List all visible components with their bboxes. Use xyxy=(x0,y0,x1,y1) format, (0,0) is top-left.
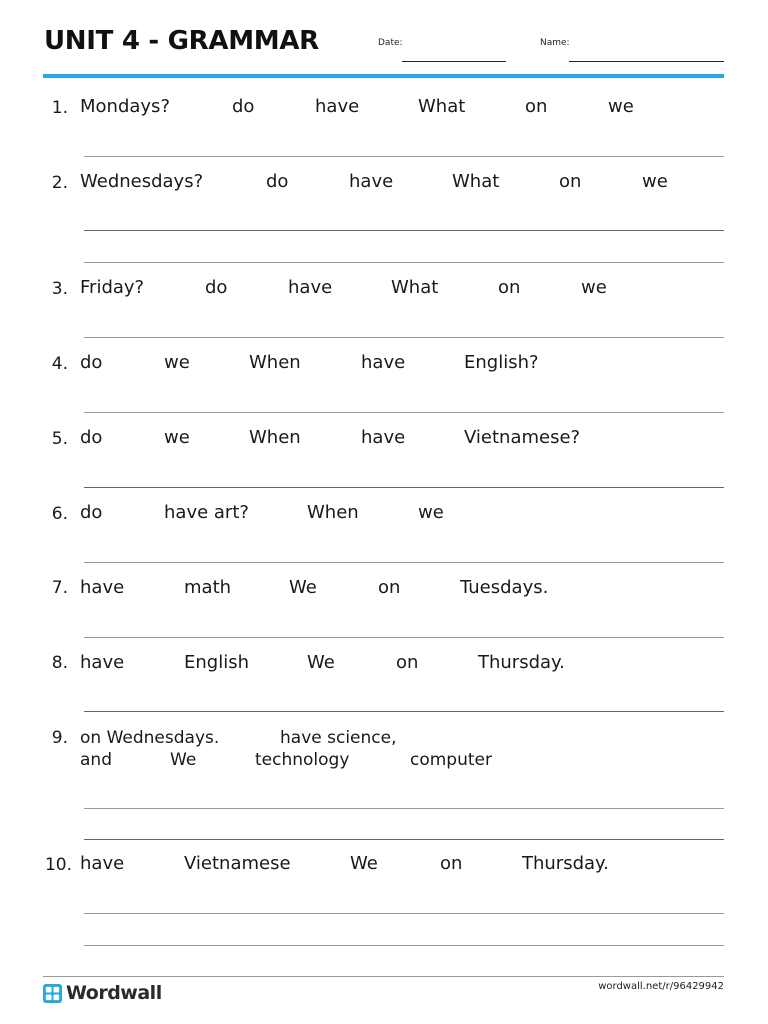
word-tile: on xyxy=(440,853,463,874)
answer-line[interactable] xyxy=(84,839,724,840)
word-tile: we xyxy=(608,96,634,117)
word-tile: Vietnamese? xyxy=(464,427,581,448)
footer-divider xyxy=(43,976,724,977)
word-tile: We xyxy=(307,652,335,673)
date-label: Date: xyxy=(378,38,403,48)
word-tile: have science, xyxy=(280,728,397,748)
question-number: 9. xyxy=(51,728,68,748)
date-field[interactable] xyxy=(402,61,506,62)
word-tile: math xyxy=(184,577,232,598)
word-tile: have xyxy=(361,427,406,448)
word-tile: and xyxy=(80,750,112,770)
word-tile: on xyxy=(498,277,521,298)
answer-line[interactable] xyxy=(84,562,724,563)
question-number: 10. xyxy=(44,855,72,875)
word-tile: do xyxy=(80,427,103,448)
question-number: 1. xyxy=(51,98,68,118)
word-tile: do xyxy=(232,96,255,117)
word-tile: We xyxy=(289,577,317,598)
word-tile: do xyxy=(80,352,103,373)
word-tile: What xyxy=(391,277,439,298)
answer-line[interactable] xyxy=(84,230,724,231)
word-tile: have xyxy=(80,652,125,673)
word-tile: have xyxy=(361,352,406,373)
name-field[interactable] xyxy=(569,61,724,62)
word-tile: Vietnamese xyxy=(184,853,291,874)
wordwall-logo-icon xyxy=(43,984,62,1003)
word-tile: on xyxy=(378,577,401,598)
word-tile: on Wednesdays. xyxy=(80,728,220,748)
word-tile: have xyxy=(80,577,125,598)
word-tile: have xyxy=(349,171,394,192)
word-tile: Thursday. xyxy=(522,853,609,874)
wordwall-logo xyxy=(43,982,162,1004)
question-number: 3. xyxy=(51,279,68,299)
word-tile: English? xyxy=(464,352,539,373)
word-tile: have xyxy=(288,277,333,298)
word-tile: Friday? xyxy=(80,277,145,298)
word-tile: technology xyxy=(255,750,350,770)
word-tile: on xyxy=(559,171,582,192)
question-number: 7. xyxy=(51,578,68,598)
answer-line[interactable] xyxy=(84,711,724,712)
word-tile: we xyxy=(164,352,190,373)
header-divider xyxy=(43,74,724,78)
word-tile: When xyxy=(249,427,301,448)
page-title: UNIT 4 - GRAMMAR xyxy=(44,26,319,56)
question-number: 5. xyxy=(51,429,68,449)
answer-line[interactable] xyxy=(84,337,724,338)
answer-line[interactable] xyxy=(84,487,724,488)
question-number: 8. xyxy=(51,653,68,673)
word-tile: What xyxy=(418,96,466,117)
word-tile: we xyxy=(418,502,444,523)
answer-line[interactable] xyxy=(84,637,724,638)
word-tile: we xyxy=(164,427,190,448)
name-label: Name: xyxy=(540,38,570,48)
word-tile: English xyxy=(184,652,249,673)
word-tile: have xyxy=(80,853,125,874)
answer-line[interactable] xyxy=(84,412,724,413)
word-tile: do xyxy=(205,277,228,298)
word-tile: on xyxy=(525,96,548,117)
answer-line[interactable] xyxy=(84,262,724,263)
word-tile: Thursday. xyxy=(478,652,565,673)
word-tile: do xyxy=(266,171,289,192)
word-tile: do xyxy=(80,502,103,523)
word-tile: computer xyxy=(410,750,492,770)
word-tile: We xyxy=(350,853,378,874)
question-number: 4. xyxy=(51,354,68,374)
question-number: 2. xyxy=(51,173,68,193)
word-tile: have xyxy=(315,96,360,117)
word-tile: have art? xyxy=(164,502,249,523)
question-number: 6. xyxy=(51,504,68,524)
word-tile: we xyxy=(581,277,607,298)
word-tile: What xyxy=(452,171,500,192)
answer-line[interactable] xyxy=(84,913,724,914)
word-tile: Wednesdays? xyxy=(80,171,204,192)
word-tile: Tuesdays. xyxy=(460,577,549,598)
word-tile: We xyxy=(170,750,197,770)
word-tile: When xyxy=(249,352,301,373)
answer-line[interactable] xyxy=(84,156,724,157)
word-tile: Mondays? xyxy=(80,96,170,117)
answer-line[interactable] xyxy=(84,945,724,946)
word-tile: we xyxy=(642,171,668,192)
footer-url: wordwall.net/r/96429942 xyxy=(598,981,724,992)
answer-line[interactable] xyxy=(84,808,724,809)
word-tile: on xyxy=(396,652,419,673)
brand-name: Wordwall xyxy=(66,982,162,1004)
word-tile: When xyxy=(307,502,359,523)
